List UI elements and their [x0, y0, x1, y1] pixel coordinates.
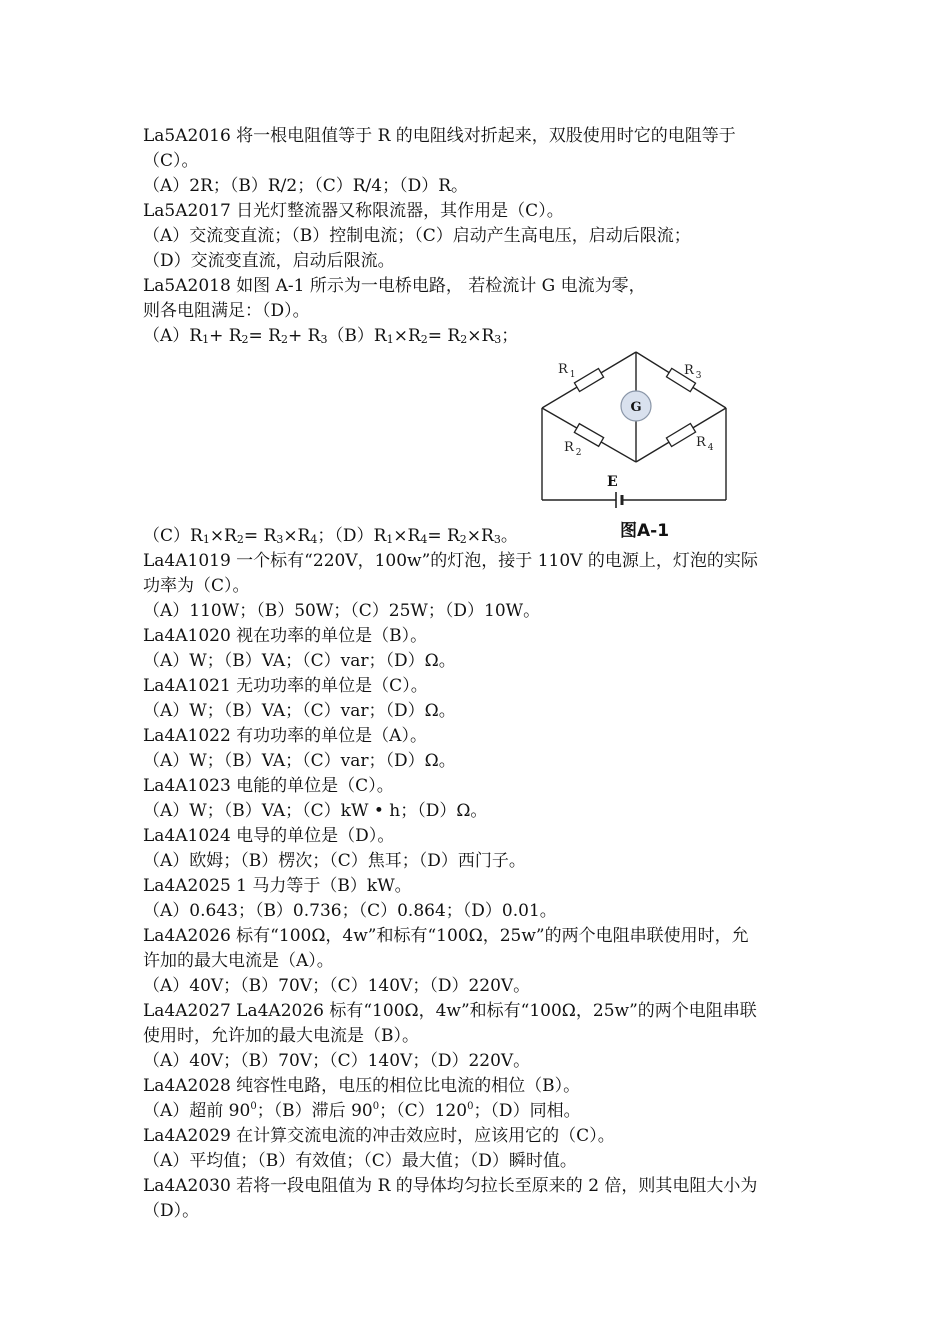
r1-label: R $_1$: [558, 362, 576, 380]
question-options: （A）0.643；（B）0.736；（C）0.864；（D）0.01。: [143, 901, 557, 921]
question-options: （A）40V；（B）70V；（C）140V；（D）220V。: [143, 1051, 531, 1071]
question-stem: 则各电阻满足：（D）。: [143, 301, 310, 321]
question-stem: La4A2027 La4A2026 标有“100Ω，4w”和标有“100Ω，25w”的两个电阻串联: [143, 1001, 757, 1021]
r3-label: R $_3$: [684, 363, 702, 381]
source-label: E: [607, 474, 618, 490]
question-options: （A）欧姆；（B）楞次；（C）焦耳；（D）西门子。: [143, 851, 526, 871]
question-stem: La5A2016 将一根电阻值等于 R 的电阻线对折起来，双股使用时它的电阻等于: [143, 126, 736, 146]
question-options: （A）W；（B）VA；（C）var；（D）Ω。: [143, 651, 456, 671]
question-options: （A）W；（B）VA；（C）var；（D）Ω。: [143, 751, 456, 771]
question-options: $(C)R_1\times R_2= R_3\times R_4$；$(D)R_1\times R_4= R_2\times R_3$。: [143, 526, 518, 546]
question-options: （D）交流变直流，启动后限流。: [143, 251, 395, 271]
question-stem: La4A1024 电导的单位是（D）。: [143, 826, 395, 846]
question-stem: La5A2017 日光灯整流器又称限流器，其作用是（C）。: [143, 201, 564, 221]
resistor-r1: [574, 369, 603, 392]
question-stem: La4A1019 一个标有“220V，100w”的灯泡，接于 110V 的电源上，灯泡的实际: [143, 551, 758, 571]
question-stem: （C）。: [143, 151, 199, 171]
galvanometer-label: G: [630, 400, 642, 415]
question-stem: La4A1020 视在功率的单位是（B）。: [143, 626, 428, 646]
question-stem: （D）。: [143, 1201, 200, 1221]
question-options: （A）交流变直流；（B）控制电流；（C）启动产生高电压，启动后限流；: [143, 226, 691, 246]
question-stem: La4A2029 在计算交流电流的冲击效应时，应该用它的（C）。: [143, 1126, 615, 1146]
question-stem: La5A2018 如图 A-1 所示为一电桥电路， 若检流计 G 电流为零，: [143, 276, 646, 296]
document-body: [143, 124, 813, 1224]
question-stem: La4A2030 若将一段电阻值为 R 的导体均匀拉长至原来的 2 倍，则其电阻大小为: [143, 1176, 758, 1196]
question-stem: 许加的最大电流是（A）。: [143, 951, 334, 971]
question-stem: La4A1023 电能的单位是（C）。: [143, 776, 394, 796]
question-options: （A）2R；（B）R/2；（C）R/4；（D）R。: [143, 176, 469, 196]
r4-label: R $_4$: [696, 435, 714, 453]
question-stem: 功率为（C）。: [143, 576, 250, 596]
question-options: （A）超前 $90^0$；（B）滞后 $90^0$；$(C)120^0$；（D）同相。: [143, 1101, 581, 1121]
question-stem: La4A2025 1 马力等于（B）kW。: [143, 876, 412, 896]
question-stem: La4A2028 纯容性电路，电压的相位比电流的相位（B）。: [143, 1076, 581, 1096]
question-options: （A）40V；（B）70V；（C）140V；（D）220V。: [143, 976, 531, 996]
question-options: $(A)R_1+ R_2= R_2+ R_3(B)R_1\times R_2= R_2\times R_3$；: [143, 326, 519, 346]
bridge-circuit-diagram: [536, 346, 736, 516]
question-stem: La4A1021 无功功率的单位是（C）。: [143, 676, 428, 696]
question-stem: La4A2026 标有“100Ω，4w”和标有“100Ω，25w”的两个电阻串联使用时，允: [143, 926, 749, 946]
r2-label: R $_2$: [564, 440, 582, 458]
resistor-r4: [666, 424, 695, 447]
resistor-r2: [574, 424, 603, 447]
question-options: （A）平均值；（B）有效值；（C）最大值；（D）瞬时值。: [143, 1151, 577, 1171]
figure-caption: 图A-1: [620, 521, 670, 541]
question-options: （A）W；（B）VA；（C）kW • h；（D）Ω。: [143, 801, 488, 821]
question-options: （A）110W；（B）50W；（C）25W；（D）10W。: [143, 601, 541, 621]
question-options: （A）W；（B）VA；（C）var；（D）Ω。: [143, 701, 456, 721]
question-stem: 使用时，允许加的最大电流是（B）。: [143, 1026, 419, 1046]
question-stem: La4A1022 有功功率的单位是（A）。: [143, 726, 427, 746]
